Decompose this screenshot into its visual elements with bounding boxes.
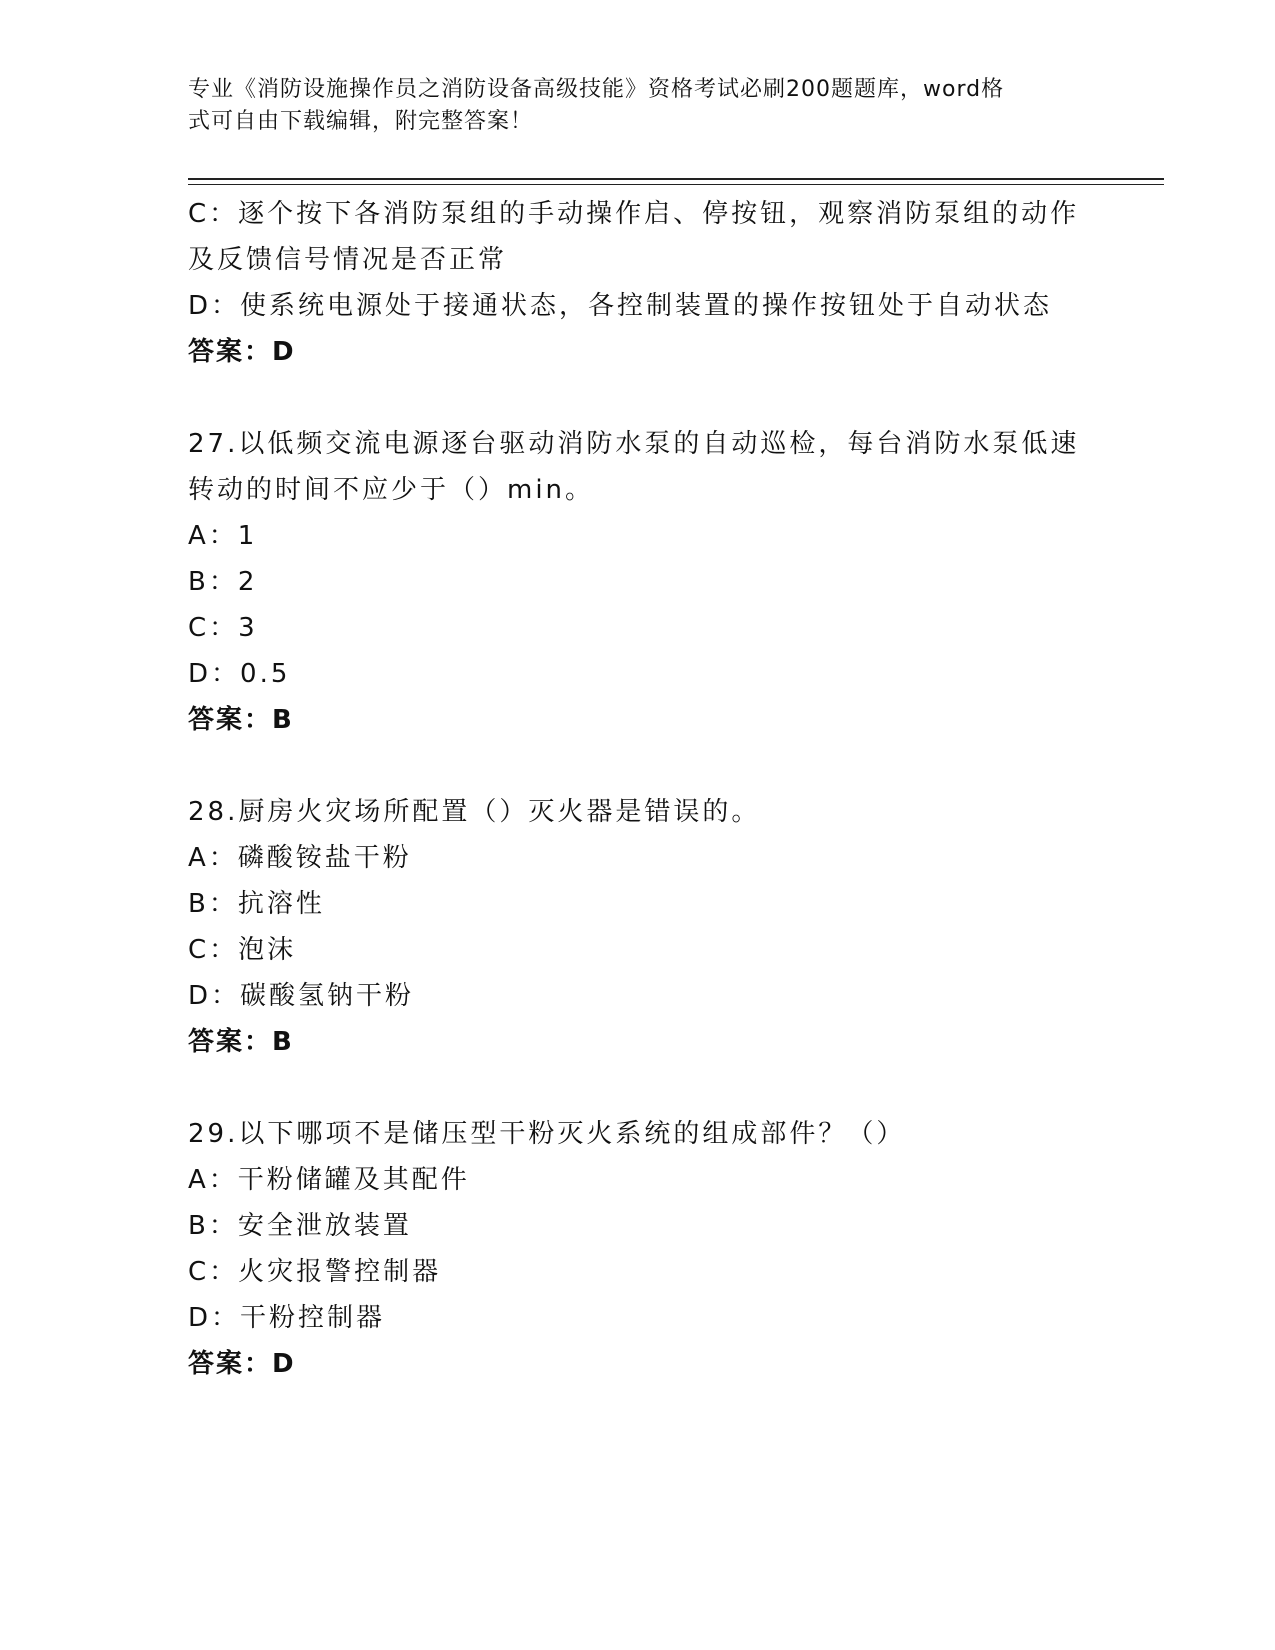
option-b: B：安全泄放装置: [188, 1211, 412, 1241]
header-line-1: 专业《消防设施操作员之消防设备高级技能》资格考试必刷200题题库，word格: [188, 77, 1005, 102]
option-c: C：火灾报警控制器: [188, 1257, 442, 1287]
option-a: A：磷酸铵盐干粉: [188, 843, 412, 873]
header-line-2: 式可自由下载编辑，附完整答案！: [188, 109, 534, 134]
option-d: D：0.5: [188, 659, 291, 689]
answer-line: 答案：B: [188, 1027, 294, 1057]
question-block-27: [188, 421, 1088, 743]
option-d: D：干粉控制器: [188, 1303, 386, 1333]
question-block-26: [188, 191, 1088, 375]
option-c: C：3: [188, 613, 258, 643]
answer-line: 答案：D: [188, 1349, 296, 1379]
question-stem-continued: 转动的时间不应少于（）min。: [188, 475, 595, 505]
answer-line: 答案：B: [188, 705, 294, 735]
option-b: B：抗溶性: [188, 889, 325, 919]
question-block-28: [188, 789, 1088, 1065]
option-d: D：碳酸氢钠干粉: [188, 981, 415, 1011]
option-c: C：逐个按下各消防泵组的手动操作启、停按钮，观察消防泵组的动作: [188, 199, 1080, 229]
option-c: C：泡沫: [188, 935, 297, 965]
option-c-continued: 及反馈信号情况是否正常: [188, 245, 508, 275]
option-a: A：干粉储罐及其配件: [188, 1165, 470, 1195]
option-b: B：2: [188, 567, 258, 597]
question-stem: 28.厨房火灾场所配置（）灭火器是错误的。: [188, 797, 761, 827]
question-stem: 27.以低频交流电源逐台驱动消防水泵的自动巡检，每台消防水泵低速: [188, 429, 1080, 459]
answer-line: 答案：D: [188, 337, 296, 367]
spacer: [188, 375, 1088, 421]
spacer: [188, 743, 1088, 789]
question-stem: 29.以下哪项不是储压型干粉灭火系统的组成部件？（）: [188, 1119, 906, 1149]
option-a: A：1: [188, 521, 258, 551]
option-d: D：使系统电源处于接通状态，各控制装置的操作按钮处于自动状态: [188, 291, 1053, 321]
header-divider-thin: [188, 184, 1164, 185]
question-block-29: [188, 1111, 1088, 1387]
header-divider-thick: [188, 178, 1164, 180]
spacer: [188, 1065, 1088, 1111]
question-content: [188, 191, 1088, 1387]
document-header: [188, 74, 1068, 138]
